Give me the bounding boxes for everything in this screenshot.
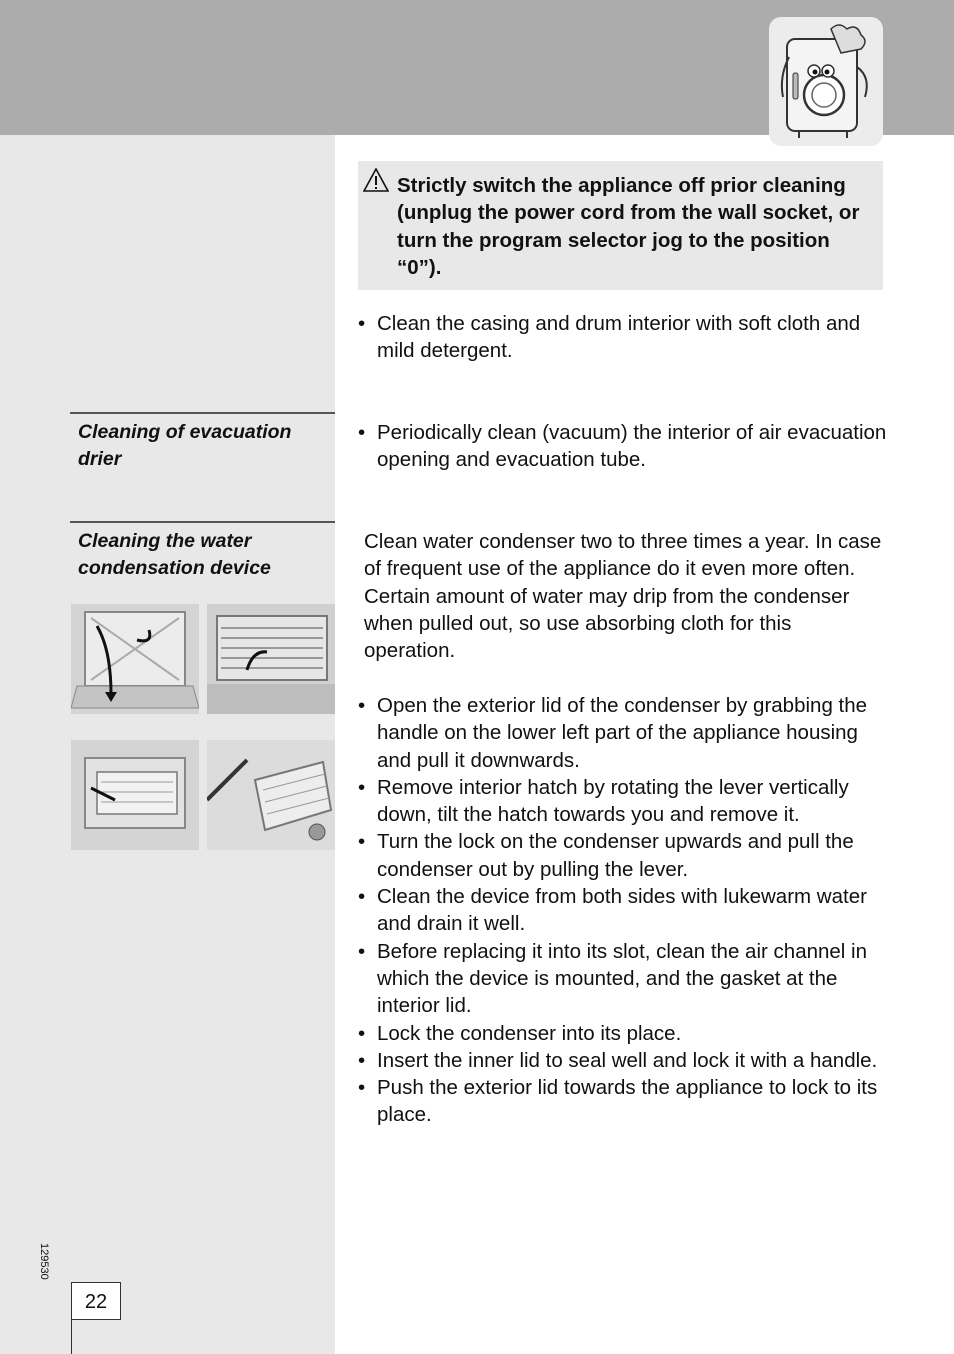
list-item: • Remove interior hatch by rotating the lever vertically down, tilt the hatch towards you and remove it. xyxy=(358,774,888,829)
page-number-rule xyxy=(71,1320,72,1354)
photo-clean-condenser xyxy=(207,740,335,850)
condenser-bullet-list xyxy=(358,692,888,1129)
evacuation-bullet-list xyxy=(358,419,888,474)
photo-pull-condenser-out xyxy=(71,740,199,850)
warning-triangle-icon xyxy=(363,168,389,192)
photo-remove-interior-hatch xyxy=(207,604,335,714)
page-number: 22 xyxy=(71,1282,121,1320)
photo-open-exterior-lid xyxy=(71,604,199,714)
list-item: • Push the exterior lid towards the appliance to lock to its place. xyxy=(358,1074,888,1129)
section-heading-evacuation: Cleaning of evacuation drier xyxy=(78,421,292,471)
washing-machine-mascot-icon xyxy=(769,17,883,146)
list-item: • Turn the lock on the condenser upwards and pull the condenser out by pulling the lever. xyxy=(358,828,888,883)
list-item: • Clean the casing and drum interior with soft cloth and mild detergent. xyxy=(358,310,888,365)
document-code: 129530 xyxy=(38,1243,50,1280)
section-divider xyxy=(70,521,335,523)
section-heading-condenser: Cleaning the water condensation device xyxy=(78,530,271,580)
list-item: • Before replacing it into its slot, clean the air channel in which the device is mounted, and the gasket at the interior lid. xyxy=(358,938,888,1020)
warning-text: Strictly switch the appliance off prior cleaning (unplug the power cord from the wall socket, or turn the program selector jog to the position “0”). xyxy=(397,174,860,279)
section-divider xyxy=(70,412,335,414)
condenser-intro-paragraph: Clean water condenser two to three times a year. In case of frequent use of the appliance do it even more often. Certain amount of water may drip from the condenser when pulled out, so use absorbing cloth for this operation. xyxy=(364,530,882,663)
list-item: • Clean the device from both sides with lukewarm water and drain it well. xyxy=(358,883,888,938)
list-item: • Insert the inner lid to seal well and lock it with a handle. xyxy=(358,1047,888,1074)
list-item: • Lock the condenser into its place. xyxy=(358,1020,888,1047)
intro-bullet-list xyxy=(358,310,888,365)
list-item: • Periodically clean (vacuum) the interior of air evacuation opening and evacuation tube. xyxy=(358,419,888,474)
list-item: • Open the exterior lid of the condenser by grabbing the handle on the lower left part of the appliance housing and pull it downwards. xyxy=(358,692,888,774)
